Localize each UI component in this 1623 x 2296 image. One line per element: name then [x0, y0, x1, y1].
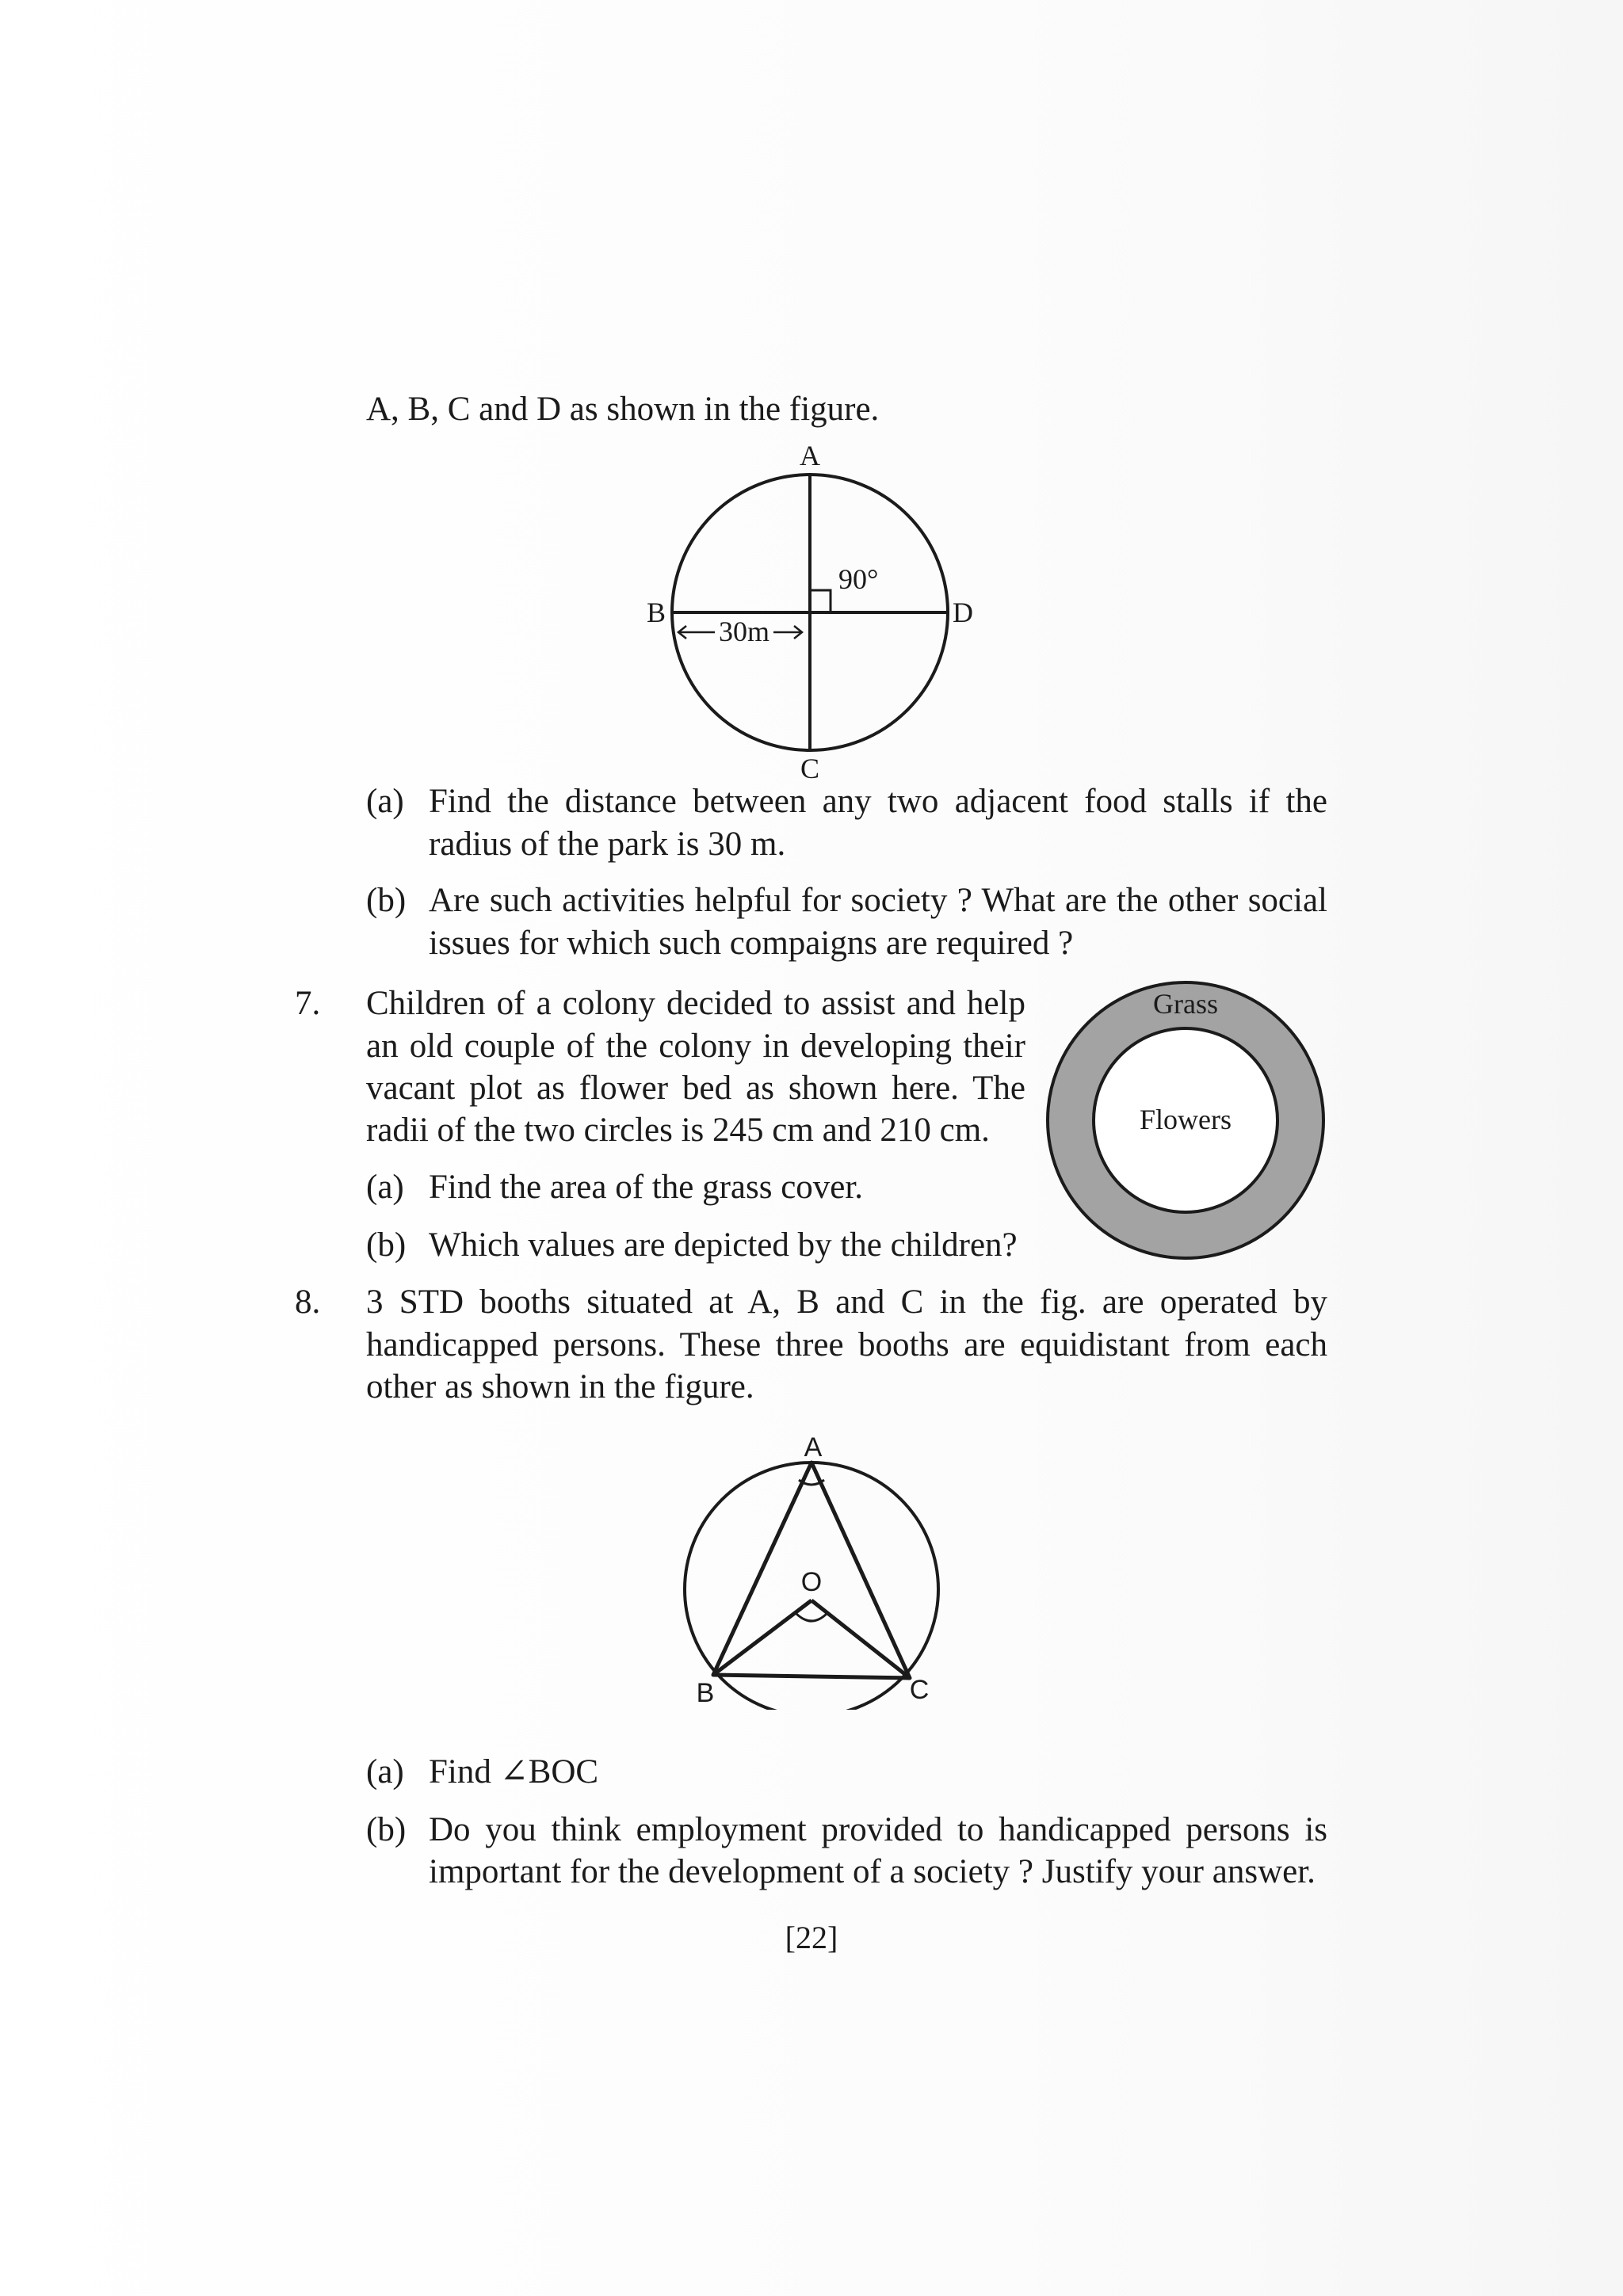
q8-number: 8. — [295, 1283, 321, 1321]
label-d: D — [953, 597, 973, 628]
q8-line3: other as shown in the figure. — [366, 1368, 754, 1405]
q6b-marker: (b) — [366, 882, 407, 919]
figure-park-circle — [634, 440, 983, 788]
q7-line2: an old couple of the colony in developing their — [366, 1028, 1025, 1065]
q8b-line2: important for the development of a society ? Justify your answer. — [429, 1853, 1316, 1890]
label-c: C — [800, 753, 820, 784]
label-o: O — [800, 1567, 823, 1597]
intro-line: A, B, C and D as shown in the figure. — [366, 391, 880, 428]
q8-line1: 3 STD booths situated at A, B and C in the fig. are operated by — [366, 1283, 1327, 1321]
q6b-line2: issues for which such compaigns are required ? — [429, 925, 1074, 962]
label-c: C — [909, 1675, 930, 1705]
q8b-line1: Do you think employment provided to handicapped persons is — [429, 1811, 1327, 1848]
q7-line4: radii of the two circles is 245 cm and 210 cm. — [366, 1112, 990, 1149]
segment-ob — [713, 1600, 812, 1675]
label-b: B — [646, 597, 666, 628]
q7a-text: Find the area of the grass cover. — [429, 1169, 864, 1206]
angle-label: 90° — [838, 563, 879, 595]
q8a-text: Find ∠BOC — [429, 1753, 599, 1791]
label-a: A — [804, 1432, 823, 1463]
segment-oc — [812, 1600, 910, 1678]
q8a-marker: (a) — [366, 1753, 404, 1791]
q7a-marker: (a) — [366, 1169, 404, 1206]
q6a-marker: (a) — [366, 783, 404, 820]
q6b-line1: Are such activities helpful for society ? What are the other social — [429, 882, 1327, 919]
q7b-text: Which values are depicted by the children? — [429, 1226, 1018, 1264]
q7-number: 7. — [295, 985, 321, 1022]
label-b: B — [696, 1678, 715, 1708]
flowers-label: Flowers — [1140, 1104, 1232, 1135]
q6a-line2: radius of the park is 30 m. — [429, 826, 786, 863]
page-number: [22] — [785, 1920, 838, 1955]
q7-line1: Children of a colony decided to assist and help — [366, 985, 1025, 1022]
figure-std-booths — [674, 1432, 943, 1710]
label-a: A — [800, 440, 820, 471]
q8-line2: handicapped persons. These three booths are equidistant from each — [366, 1326, 1327, 1363]
q6a-line1: Find the distance between any two adjacent food stalls if the — [429, 783, 1327, 820]
q7-line3: vacant plot as flower bed as shown here. The — [366, 1070, 1025, 1107]
radius-label: 30m — [718, 616, 770, 647]
grass-label: Grass — [1153, 988, 1218, 1020]
right-angle-mark — [810, 590, 831, 612]
q8b-marker: (b) — [366, 1811, 407, 1848]
figure-flower-bed — [1042, 977, 1329, 1264]
q7b-marker: (b) — [366, 1226, 407, 1264]
angle-o-arc — [796, 1613, 827, 1621]
